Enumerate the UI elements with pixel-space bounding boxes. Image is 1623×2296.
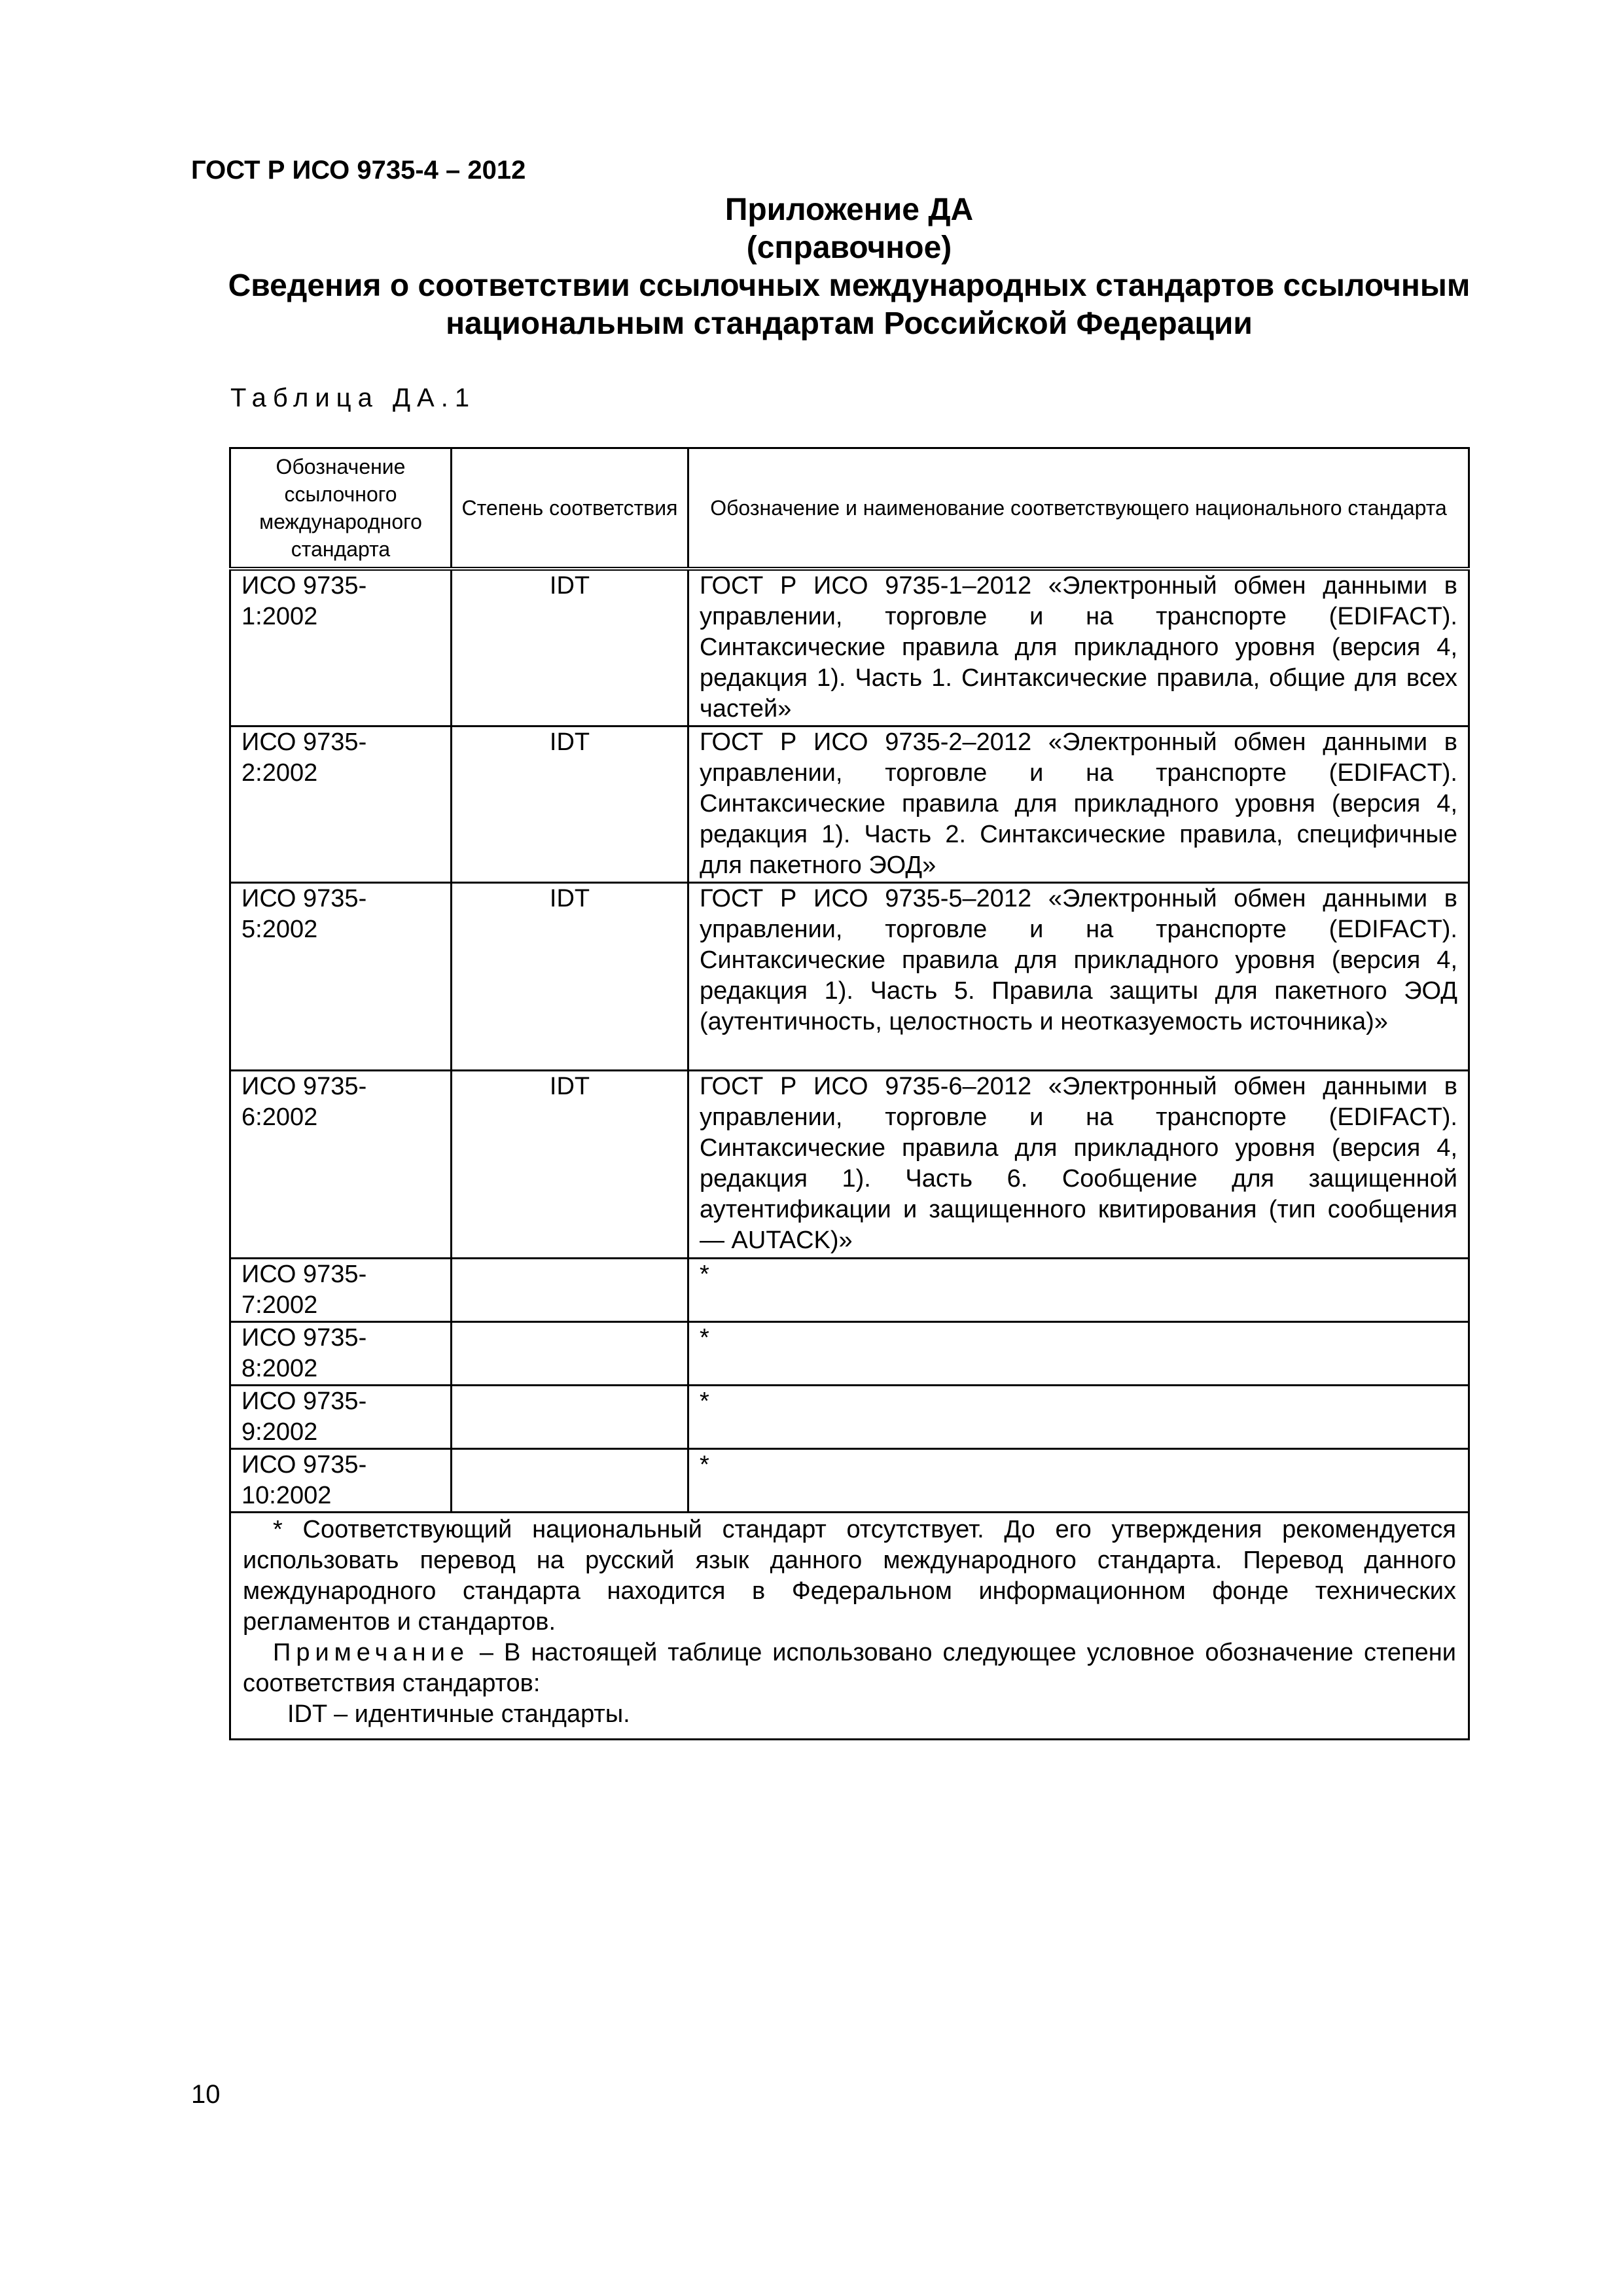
appendix-heading-line-2: национальным стандартам Российской Федерации [446, 306, 1253, 341]
cell-degree [452, 1386, 688, 1449]
cell-designation: ИСО 9735-1:2002 [230, 569, 452, 726]
footnote-text: * Соответствующий национальный стандарт отсутствует. До его утверждения рекомендуется использовать перевод на русский язык данного международного стандарта. Перевод данного международного стандарта находится в Федеральном информационном фонде технических регламентов и стандартов. [243, 1516, 1456, 1636]
cell-national-standard: ГОСТ Р ИСО 9735-2–2012 «Электронный обмен данными в управлении, торговле и на транспорте (EDIFACT). Синтаксические правила для прикладного уровня (версия 4, редакция 1). Часть 2. Синтаксические правила, специфичные для пакетного ЭОД» [688, 726, 1469, 883]
cell-degree [452, 1322, 688, 1386]
cell-designation: ИСО 9735-10:2002 [230, 1449, 452, 1513]
cell-degree: IDT [452, 569, 688, 726]
cell-degree: IDT [452, 726, 688, 883]
table-row [230, 1386, 1469, 1449]
cell-national-standard: * [688, 1386, 1469, 1449]
cell-national-standard: * [688, 1259, 1469, 1322]
idt-legend: IDT – идентичные стандарты. [287, 1700, 630, 1728]
header-degree: Степень соответствия [452, 448, 688, 569]
header-national-standard: Обозначение и наименование соответствующего национального стандарта [688, 448, 1469, 569]
document-code: ГОСТ Р ИСО 9735-4 – 2012 [191, 156, 526, 185]
cell-degree [452, 1449, 688, 1513]
cell-designation: ИСО 9735-2:2002 [230, 726, 452, 883]
cell-designation: ИСО 9735-7:2002 [230, 1259, 452, 1322]
appendix-title: Приложение ДА [724, 192, 974, 227]
table-caption: Таблица ДА.1 [230, 384, 476, 412]
appendix-heading-line-1: Сведения о соответствии ссылочных международных стандартов ссылочным [228, 268, 1471, 303]
cell-national-standard: * [688, 1322, 1469, 1386]
table-row [230, 1449, 1469, 1513]
appendix-heading [191, 191, 1507, 343]
cell-degree [452, 1259, 688, 1322]
header-designation: Обозначение ссылочного международного стандарта [230, 448, 452, 569]
correspondence-table [229, 447, 1470, 1740]
table-row [230, 726, 1469, 883]
cell-degree: IDT [452, 1071, 688, 1259]
cell-designation: ИСО 9735-8:2002 [230, 1322, 452, 1386]
table-header-row [230, 448, 1469, 569]
table-footnote-row [230, 1513, 1469, 1740]
cell-designation: ИСО 9735-6:2002 [230, 1071, 452, 1259]
cell-degree: IDT [452, 883, 688, 1071]
table-row [230, 1071, 1469, 1259]
table-row [230, 1259, 1469, 1322]
note-text: – В настоящей таблице использовано следующее условное обозначение степени соответствия стандартов: [243, 1639, 1456, 1697]
table-note [243, 1638, 1456, 1699]
cell-national-standard: ГОСТ Р ИСО 9735-6–2012 «Электронный обмен данными в управлении, торговле и на транспорте (EDIFACT). Синтаксические правила для прикладного уровня (версия 4, редакция 1). Часть 6. Сообщение для защищенной аутентификации и защищенного квитирования (тип сообщения — AUTACK)» [688, 1071, 1469, 1259]
page-number: 10 [191, 2080, 221, 2109]
table-row [230, 883, 1469, 1071]
table-row [230, 1322, 1469, 1386]
table-footnote-cell [230, 1513, 1469, 1740]
table-row [230, 569, 1469, 726]
cell-designation: ИСО 9735-5:2002 [230, 883, 452, 1071]
appendix-subtitle: (справочное) [746, 230, 952, 265]
cell-designation: ИСО 9735-9:2002 [230, 1386, 452, 1449]
note-label: Примечание [273, 1639, 469, 1666]
cell-national-standard: * [688, 1449, 1469, 1513]
cell-national-standard: ГОСТ Р ИСО 9735-5–2012 «Электронный обмен данными в управлении, торговле и на транспорте (EDIFACT). Синтаксические правила для прикладного уровня (версия 4, редакция 1). Часть 5. Правила защиты для пакетного ЭОД (аутентичность, целостность и неотказуемость источника)» [688, 883, 1469, 1071]
cell-national-standard: ГОСТ Р ИСО 9735-1–2012 «Электронный обмен данными в управлении, торговле и на транспорте (EDIFACT). Синтаксические правила для прикладного уровня (версия 4, редакция 1). Часть 1. Синтаксические правила, общие для всех частей» [688, 569, 1469, 726]
